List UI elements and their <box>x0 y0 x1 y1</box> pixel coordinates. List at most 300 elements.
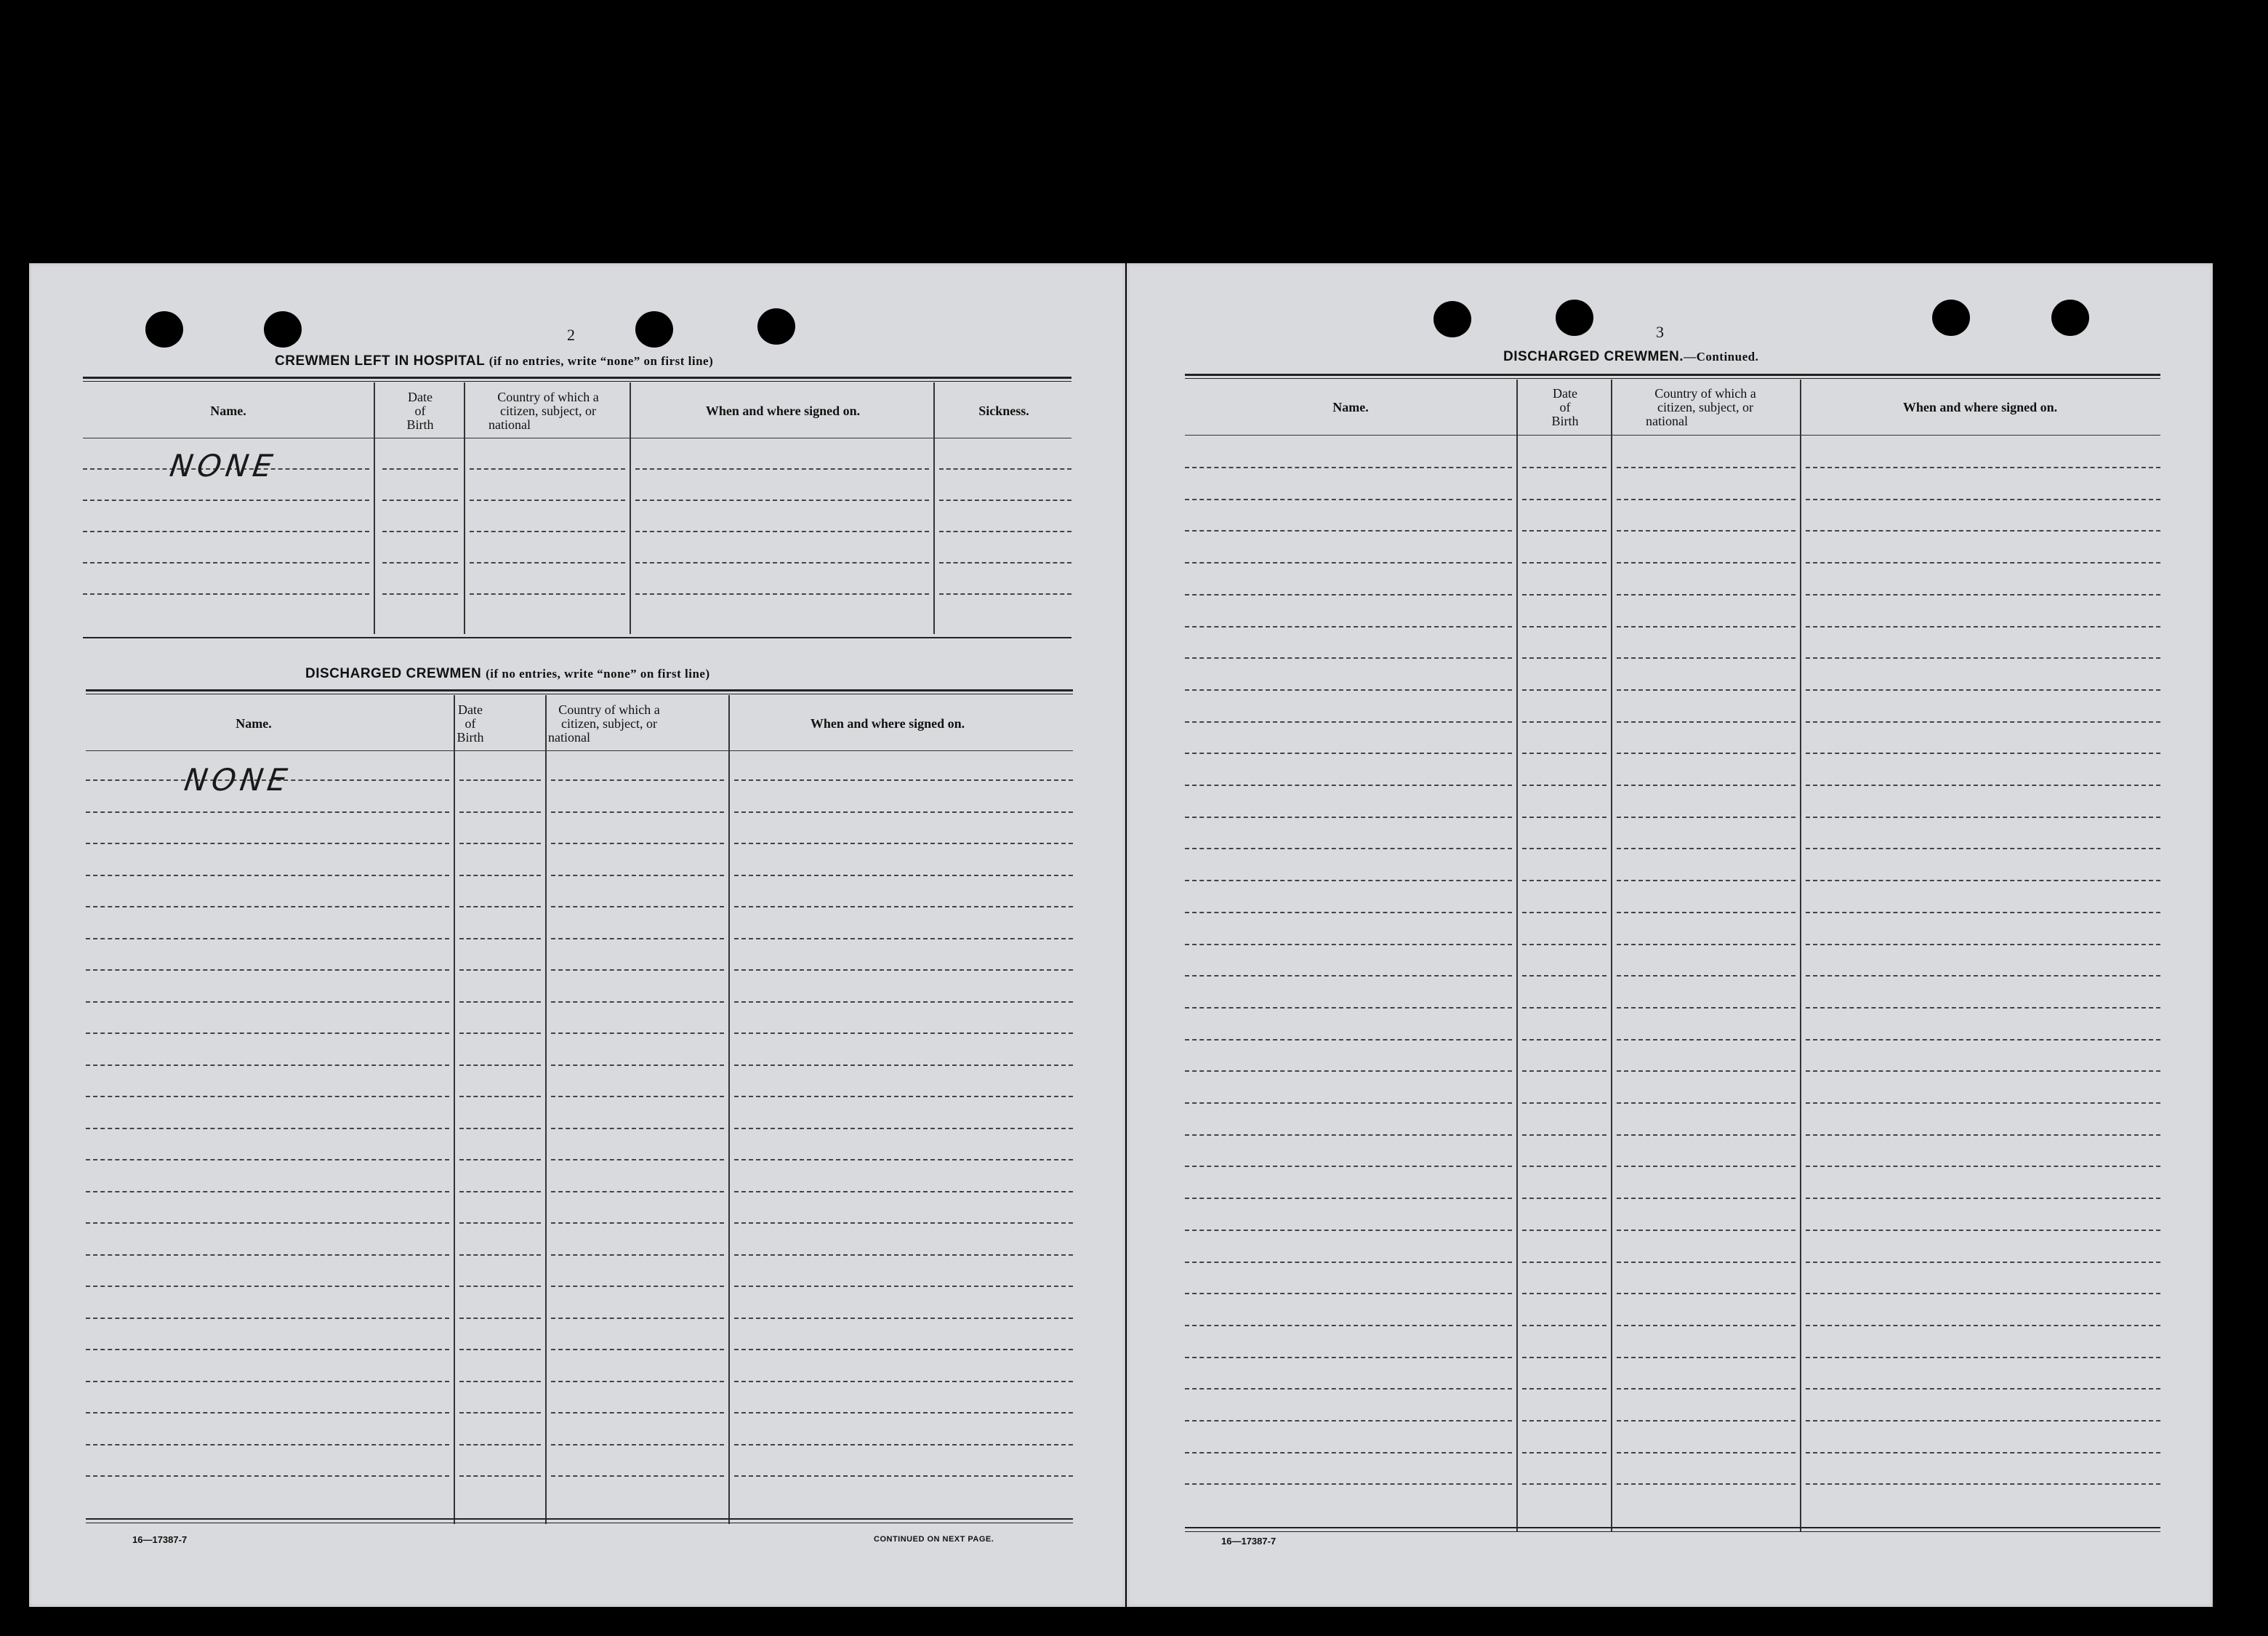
ruled-line <box>1806 594 2160 596</box>
ruled-line <box>1806 499 2160 500</box>
ruled-line <box>551 1286 724 1287</box>
ruled-line <box>551 1254 724 1256</box>
ruled-line <box>1185 975 1512 977</box>
ruled-line <box>734 811 1073 813</box>
hospital-table <box>83 377 1071 641</box>
ruled-line <box>1806 1039 2160 1040</box>
ruled-line <box>1806 562 2160 564</box>
ruled-line <box>1185 1262 1512 1263</box>
form-number: 16—17387-7 <box>1221 1536 1276 1547</box>
ruled-line <box>1185 1483 1512 1485</box>
ruled-line <box>1806 1166 2160 1167</box>
ruled-line <box>1806 848 2160 849</box>
ruled-line <box>1185 1070 1512 1072</box>
column-divider <box>1516 380 1518 1531</box>
column-divider <box>374 382 375 634</box>
ruled-line <box>551 969 724 971</box>
hospital-title-text: CREWMEN LEFT IN HOSPITAL <box>275 353 485 369</box>
ruled-line <box>1617 1325 1796 1326</box>
ruled-line <box>635 531 929 532</box>
ruled-line <box>86 1475 449 1477</box>
ruled-line <box>1806 1198 2160 1199</box>
ruled-line <box>459 1349 541 1350</box>
ruled-line <box>1522 467 1606 468</box>
page-number: 2 <box>567 326 575 344</box>
column-header-signed-on: When and where signed on. <box>1902 399 2058 414</box>
ruled-line <box>551 875 724 876</box>
ruled-line <box>83 593 369 595</box>
ruled-line <box>1185 530 1512 532</box>
column-divider <box>464 382 465 634</box>
ruled-line <box>459 1412 541 1414</box>
ruled-line <box>734 906 1073 907</box>
ruled-line <box>1617 1452 1796 1453</box>
column-header-country: Country of which a citizen, subject, or national <box>548 702 660 745</box>
ruled-line <box>1522 562 1606 564</box>
continued-title-suffix: —Continued. <box>1684 350 1759 364</box>
ruled-line <box>1522 1388 1606 1390</box>
left-page <box>29 263 1125 1607</box>
ruled-line <box>1185 912 1512 913</box>
ruled-line <box>1185 1388 1512 1390</box>
ruled-line <box>1617 657 1796 659</box>
table-bottom-rule <box>1185 1527 2160 1528</box>
ruled-line <box>1617 848 1796 849</box>
ruled-line <box>1522 1262 1606 1263</box>
column-header-name: Name. <box>236 715 272 731</box>
ruled-line <box>1617 1070 1796 1072</box>
table-top-rule <box>83 381 1071 382</box>
ruled-line <box>86 811 449 813</box>
continued-section-title <box>1503 349 1758 365</box>
ruled-line <box>1806 1483 2160 1485</box>
ruled-line <box>1185 1166 1512 1167</box>
ruled-line <box>1522 1166 1606 1167</box>
ruled-line <box>1617 689 1796 691</box>
ruled-line <box>734 1032 1073 1034</box>
ruled-line <box>83 500 369 501</box>
ruled-line <box>551 1001 724 1003</box>
ruled-line <box>1806 1357 2160 1358</box>
ruled-line <box>1617 975 1796 977</box>
ruled-line <box>551 1096 724 1097</box>
punch-hole <box>1932 300 1970 336</box>
ruled-line <box>1185 785 1512 786</box>
ruled-line <box>1617 562 1796 564</box>
ruled-line <box>1522 626 1606 627</box>
column-header-name: Name. <box>1332 399 1369 414</box>
ruled-line <box>1185 467 1512 468</box>
ruled-line <box>1185 1039 1512 1040</box>
column-divider <box>728 695 730 1524</box>
ruled-line <box>1522 657 1606 659</box>
ruled-line <box>459 1032 541 1034</box>
ruled-line <box>86 1412 449 1414</box>
ruled-line <box>1185 1452 1512 1453</box>
ruled-line <box>551 1128 724 1129</box>
column-divider <box>454 695 455 1524</box>
header-rule <box>1185 435 2160 436</box>
table-top-rule <box>1185 378 2160 379</box>
ruled-line <box>459 1128 541 1129</box>
ruled-line <box>939 468 1071 470</box>
ruled-line <box>734 1191 1073 1192</box>
ruled-line <box>1806 817 2160 818</box>
header-rule <box>86 750 1073 751</box>
ruled-line <box>734 1222 1073 1224</box>
ruled-line <box>734 1412 1073 1414</box>
column-header-date-of-birth: Date of Birth <box>457 702 484 745</box>
ruled-line <box>459 1444 541 1445</box>
discharged-section-title <box>305 666 710 682</box>
ruled-line <box>1185 944 1512 945</box>
ruled-line <box>939 531 1071 532</box>
ruled-line <box>734 875 1073 876</box>
ruled-line <box>1617 785 1796 786</box>
ruled-line <box>459 1001 541 1003</box>
ruled-line <box>470 468 625 470</box>
ruled-line <box>1617 1420 1796 1422</box>
ruled-line <box>459 1064 541 1066</box>
ruled-line <box>1522 499 1606 500</box>
column-divider <box>933 382 935 634</box>
ruled-line <box>1522 912 1606 913</box>
ruled-line <box>1806 1293 2160 1294</box>
ruled-line <box>1806 1102 2160 1104</box>
ruled-line <box>1617 467 1796 468</box>
ruled-line <box>939 562 1071 564</box>
ruled-line <box>1617 817 1796 818</box>
ruled-line <box>734 1475 1073 1477</box>
hospital-title-note: (if no entries, write “none” on first line) <box>488 354 714 368</box>
ruled-line <box>1185 657 1512 659</box>
ruled-line <box>1522 1230 1606 1231</box>
column-header-date-of-birth: Date of Birth <box>406 389 434 432</box>
ruled-line <box>1522 594 1606 596</box>
ruled-line <box>551 1222 724 1224</box>
ruled-line <box>459 906 541 907</box>
ruled-line <box>1617 626 1796 627</box>
ruled-line <box>734 1444 1073 1445</box>
ruled-line <box>1617 1007 1796 1009</box>
ruled-line <box>1617 594 1796 596</box>
ruled-line <box>1617 1262 1796 1263</box>
ruled-line <box>1185 721 1512 723</box>
ruled-line <box>551 811 724 813</box>
ruled-line <box>1522 1325 1606 1326</box>
ruled-line <box>1617 944 1796 945</box>
column-header-signed-on: When and where signed on. <box>810 715 965 731</box>
column-header-signed-on: When and where signed on. <box>705 403 861 418</box>
column-divider <box>1800 380 1801 1531</box>
ruled-line <box>1806 1388 2160 1390</box>
ruled-line <box>734 1159 1073 1160</box>
ruled-line <box>1806 1420 2160 1422</box>
ruled-line <box>1185 1007 1512 1009</box>
ruled-line <box>83 531 369 532</box>
ruled-line <box>86 1286 449 1287</box>
ruled-line <box>1522 1293 1606 1294</box>
ruled-line <box>1522 721 1606 723</box>
ruled-line <box>1522 530 1606 532</box>
column-divider <box>545 695 547 1524</box>
ruled-line <box>1522 689 1606 691</box>
ruled-line <box>459 843 541 844</box>
ruled-line <box>734 1286 1073 1287</box>
ruled-line <box>382 531 458 532</box>
ruled-line <box>734 779 1073 781</box>
ruled-line <box>459 1381 541 1382</box>
ruled-line <box>551 1318 724 1319</box>
ruled-line <box>86 1349 449 1350</box>
ruled-line <box>1617 1134 1796 1136</box>
ruled-line <box>1806 467 2160 468</box>
ruled-line <box>86 969 449 971</box>
ruled-line <box>459 875 541 876</box>
ruled-line <box>459 969 541 971</box>
ruled-line <box>1806 1262 2160 1263</box>
ruled-line <box>1185 1134 1512 1136</box>
ruled-line <box>1806 721 2160 723</box>
table-bottom-rule <box>1185 1531 2160 1532</box>
column-header-sickness: Sickness. <box>978 403 1029 418</box>
ruled-line <box>551 1475 724 1477</box>
discharged-title-text: DISCHARGED CREWMEN <box>305 666 482 681</box>
ruled-line <box>734 1064 1073 1066</box>
ruled-line <box>1806 1007 2160 1009</box>
ruled-line <box>1617 1293 1796 1294</box>
ruled-line <box>1617 721 1796 723</box>
ruled-line <box>459 1096 541 1097</box>
ruled-line <box>470 531 625 532</box>
ruled-line <box>86 875 449 876</box>
ruled-line <box>1617 1230 1796 1231</box>
right-page <box>1127 263 2213 1607</box>
ruled-line <box>86 1318 449 1319</box>
ruled-line <box>1185 1102 1512 1104</box>
ruled-line <box>635 593 929 595</box>
ruled-line <box>1522 944 1606 945</box>
ruled-line <box>1522 1357 1606 1358</box>
ruled-line <box>551 1381 724 1382</box>
ruled-line <box>86 1064 449 1066</box>
ruled-line <box>1806 785 2160 786</box>
ruled-line <box>939 500 1071 501</box>
table-bottom-rule <box>86 1518 1073 1520</box>
ruled-line <box>1806 880 2160 881</box>
ruled-line <box>83 562 369 564</box>
ruled-line <box>382 468 458 470</box>
ruled-line <box>939 593 1071 595</box>
ruled-line <box>1617 753 1796 754</box>
ruled-line <box>551 1349 724 1350</box>
ruled-line <box>635 500 929 501</box>
ruled-line <box>551 1191 724 1192</box>
column-header-date-of-birth: Date of Birth <box>1551 385 1579 428</box>
ruled-line <box>470 593 625 595</box>
ruled-line <box>551 938 724 939</box>
ruled-line <box>734 1381 1073 1382</box>
ruled-line <box>1806 912 2160 913</box>
ruled-line <box>1522 1452 1606 1453</box>
ruled-line <box>734 1318 1073 1319</box>
ruled-line <box>734 1001 1073 1003</box>
punch-hole <box>1433 301 1471 337</box>
ruled-line <box>459 1222 541 1224</box>
ruled-line <box>86 1032 449 1034</box>
ruled-line <box>551 1444 724 1445</box>
ruled-line <box>1806 1325 2160 1326</box>
ruled-line <box>1806 944 2160 945</box>
ruled-line <box>734 1349 1073 1350</box>
ruled-line <box>1185 1198 1512 1199</box>
ruled-line <box>1806 626 2160 627</box>
ruled-line <box>1185 499 1512 500</box>
column-divider <box>1611 380 1612 1531</box>
ruled-line <box>1522 785 1606 786</box>
continued-title-text: DISCHARGED CREWMEN. <box>1503 349 1684 364</box>
ruled-line <box>1522 848 1606 849</box>
ruled-line <box>86 843 449 844</box>
ruled-line <box>86 1191 449 1192</box>
ruled-line <box>1185 1230 1512 1231</box>
ruled-line <box>1522 753 1606 754</box>
ruled-line <box>1185 689 1512 691</box>
ruled-line <box>1185 817 1512 818</box>
punch-hole <box>635 311 673 348</box>
ruled-line <box>734 1128 1073 1129</box>
ruled-line <box>1806 975 2160 977</box>
ruled-line <box>1617 1483 1796 1485</box>
ruled-line <box>470 562 625 564</box>
ruled-line <box>1806 1452 2160 1453</box>
ruled-line <box>1522 880 1606 881</box>
ruled-line <box>635 468 929 470</box>
ruled-line <box>459 779 541 781</box>
ruled-line <box>551 1412 724 1414</box>
ruled-line <box>1806 657 2160 659</box>
ruled-line <box>1185 1420 1512 1422</box>
ruled-line <box>1617 1388 1796 1390</box>
ruled-line <box>86 1444 449 1445</box>
ruled-line <box>1185 848 1512 849</box>
punch-hole <box>145 311 183 348</box>
hospital-section-title <box>275 353 713 369</box>
ruled-line <box>459 1475 541 1477</box>
ruled-line <box>1522 1102 1606 1104</box>
ruled-line <box>86 1001 449 1003</box>
punch-hole <box>264 311 302 348</box>
ruled-line <box>1617 912 1796 913</box>
ruled-line <box>635 562 929 564</box>
ruled-line <box>459 1191 541 1192</box>
ruled-line <box>1617 1102 1796 1104</box>
ruled-line <box>551 779 724 781</box>
ruled-line <box>1806 530 2160 532</box>
ruled-line <box>1806 1070 2160 1072</box>
ruled-line <box>1185 1325 1512 1326</box>
punch-hole <box>1556 300 1593 336</box>
ruled-line <box>734 1096 1073 1097</box>
ruled-line <box>470 500 625 501</box>
ruled-line <box>1522 975 1606 977</box>
ruled-line <box>551 1032 724 1034</box>
handwritten-entry: NONE <box>167 448 279 484</box>
ruled-line <box>459 1254 541 1256</box>
ruled-line <box>86 938 449 939</box>
ruled-line <box>1522 817 1606 818</box>
punch-hole <box>2051 300 2089 336</box>
table-top-rule <box>1185 374 2160 376</box>
ruled-line <box>1185 1293 1512 1294</box>
ruled-line <box>86 906 449 907</box>
ruled-line <box>459 938 541 939</box>
ruled-line <box>1617 1166 1796 1167</box>
ruled-line <box>1806 1230 2160 1231</box>
column-header-name: Name. <box>210 403 246 418</box>
ruled-line <box>459 1286 541 1287</box>
discharged-continued-table <box>1185 374 2160 1531</box>
ruled-line <box>1806 1134 2160 1136</box>
form-number: 16—17387-7 <box>132 1534 188 1545</box>
punch-hole <box>757 308 795 345</box>
ruled-line <box>1806 753 2160 754</box>
discharged-table <box>86 689 1073 1524</box>
ruled-line <box>1617 1357 1796 1358</box>
ruled-line <box>1617 880 1796 881</box>
ruled-line <box>551 843 724 844</box>
ruled-line <box>86 1096 449 1097</box>
ruled-line <box>734 843 1073 844</box>
ruled-line <box>459 1318 541 1319</box>
discharged-title-note: (if no entries, write “none” on first line) <box>486 667 710 681</box>
ruled-line <box>1185 594 1512 596</box>
ruled-line <box>734 969 1073 971</box>
column-divider <box>630 382 631 634</box>
ruled-line <box>86 1159 449 1160</box>
ruled-line <box>1185 880 1512 881</box>
ruled-line <box>1522 1039 1606 1040</box>
ruled-line <box>1522 1483 1606 1485</box>
ruled-line <box>1522 1420 1606 1422</box>
ruled-line <box>382 562 458 564</box>
column-header-country: Country of which a citizen, subject, or national <box>1646 385 1756 428</box>
ruled-line <box>1806 689 2160 691</box>
ruled-line <box>734 1254 1073 1256</box>
ruled-line <box>1617 1198 1796 1199</box>
table-top-rule <box>83 377 1071 379</box>
ruled-line <box>86 1381 449 1382</box>
ruled-line <box>551 1159 724 1160</box>
ruled-line <box>1185 626 1512 627</box>
ruled-line <box>1617 530 1796 532</box>
column-header-country: Country of which a citizen, subject, or national <box>488 389 599 432</box>
ruled-line <box>459 811 541 813</box>
handwritten-entry: NONE <box>182 762 294 798</box>
ruled-line <box>1522 1134 1606 1136</box>
ruled-line <box>1522 1198 1606 1199</box>
ruled-line <box>551 1064 724 1066</box>
ruled-line <box>459 1159 541 1160</box>
ruled-line <box>86 1254 449 1256</box>
ruled-line <box>1617 1039 1796 1040</box>
ruled-line <box>382 593 458 595</box>
ruled-line <box>86 1222 449 1224</box>
ruled-line <box>1185 753 1512 754</box>
ruled-line <box>551 906 724 907</box>
ruled-line <box>1522 1007 1606 1009</box>
table-top-rule <box>86 689 1073 691</box>
